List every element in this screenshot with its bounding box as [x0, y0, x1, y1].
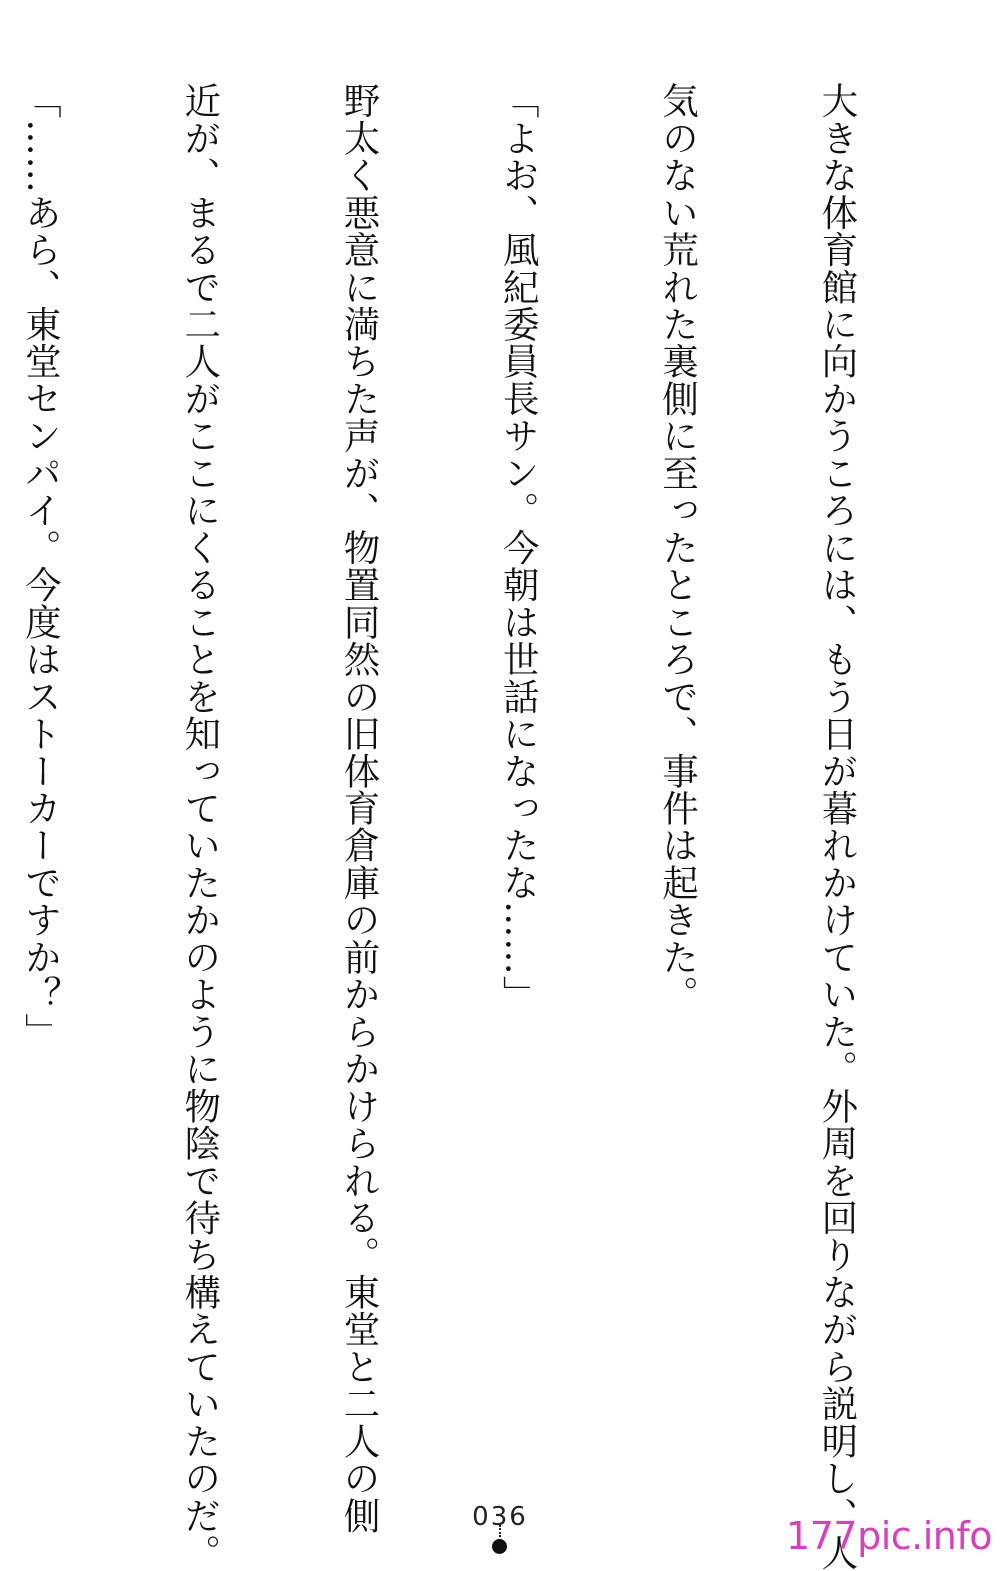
watermark: 177pic.info [786, 1514, 992, 1558]
text-line: 「よお、風紀委員長サン。今朝は世話になったな……」 [497, 82, 541, 1013]
binding-dots [499, 1525, 503, 1537]
text-line: 「……あら、東堂センパイ。今度はストーカーですか？」 [19, 82, 63, 1050]
page-number: 036 [472, 1502, 528, 1532]
text-line: 大きな体育館に向かうころには、もう日が暮れかけていた。外周を回りながら説明し、人 [815, 82, 859, 1571]
bullet-dot-icon [492, 1539, 507, 1554]
text-line: 気のない荒れた裏側に至ったところで、事件は起きた。 [656, 82, 700, 1013]
text-line: 野太く悪意に満ちた声が、物置同然の旧体育倉庫の前からかけられる。東堂と二人の側 [337, 82, 381, 1534]
text-line: 近が、まるで二人がここにくることを知っていたかのように物陰で待ち構えていたのだ。 [178, 82, 222, 1571]
